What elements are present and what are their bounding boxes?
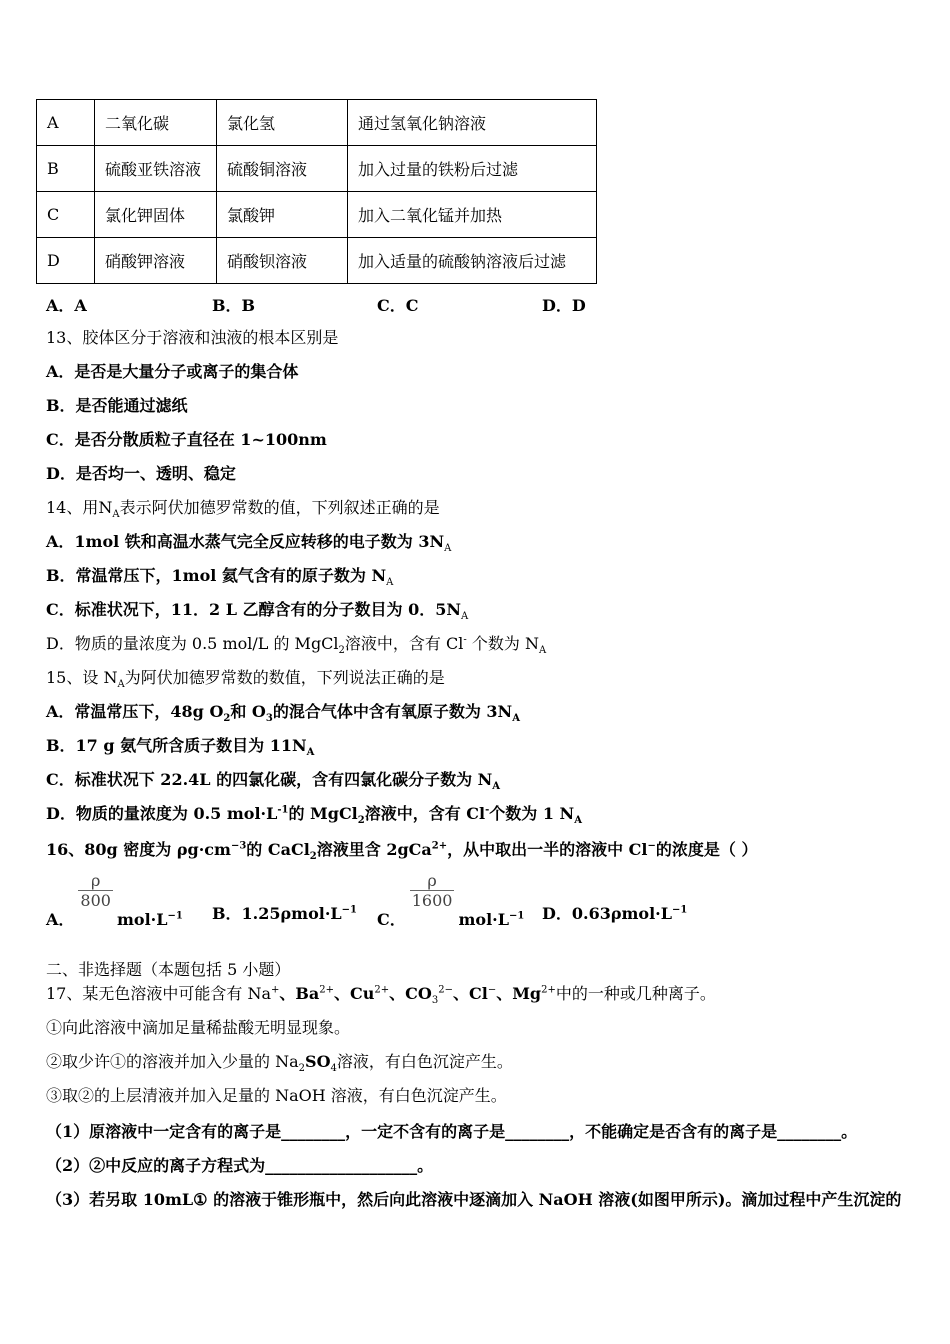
text: 的浓度是（ ） xyxy=(655,840,758,859)
table-cell: D xyxy=(37,238,95,284)
table-cell: 氯酸钾 xyxy=(217,192,348,238)
q15-option-d: D．物质的量浓度为 0.5 $mol\cdot L^{-1}$的 MgCl$_2$溶液中，含有 Cl-个数为 1 $N_A$ xyxy=(46,804,582,827)
table-cell: 硝酸钾溶液 xyxy=(95,238,217,284)
table-cell: 氯化氢 xyxy=(217,100,348,146)
subscript: A xyxy=(112,509,120,521)
q13-option-c: C．是否分散质粒子直径在 1~100nm xyxy=(46,430,327,449)
table-cell: 氯化钾固体 xyxy=(95,192,217,238)
table-cell: 加入过量的铁粉后过滤 xyxy=(348,146,597,192)
q17-part-2: （2）②中反应的离子方程式为___________________。 xyxy=(46,1156,434,1175)
numerator: ρ xyxy=(427,871,437,890)
text: A．常温常压下，48g O xyxy=(46,702,224,721)
superscript: + xyxy=(271,984,280,996)
superscript: − xyxy=(487,984,497,996)
table-cell: A xyxy=(37,100,95,146)
text: D．0.63ρmol·L xyxy=(542,904,672,923)
q13-option-d: D．是否均一、透明、稳定 xyxy=(46,464,236,483)
q17-step-1: ①向此溶液中滴加足量稀盐酸无明显现象。 xyxy=(46,1018,351,1037)
text: 溶液，有白色沉淀产生。 xyxy=(336,1052,513,1071)
text: C． xyxy=(377,910,406,929)
text: ②取少许①的溶液并加入少量的 Na xyxy=(46,1052,299,1071)
text: SO xyxy=(305,1052,331,1071)
table-cell: 二氧化碳 xyxy=(95,100,217,146)
q15-option-a: A．常温常压下，48g $O_2$和 $O_3$的混合气体中含有氧原子数为 $3N_A$ xyxy=(46,702,520,725)
q14-option-d: D．物质的量浓度为 0.5 mol/L 的 MgCl$_2$溶液中，含有 Cl- 个数为 $N_A$ xyxy=(46,634,547,657)
text: 、Cu xyxy=(334,984,375,1003)
text: 的 MgCl xyxy=(288,804,358,823)
text: 、Ba xyxy=(279,984,320,1003)
choice-c: C．C xyxy=(377,296,419,315)
table-cell: 通过氢氧化钠溶液 xyxy=(348,100,597,146)
section-heading: 二、非选择题（本题包括 5 小题） xyxy=(46,960,291,979)
superscript: 2+ xyxy=(431,840,448,852)
subscript: 2 xyxy=(338,645,345,657)
table-cell: 加入适量的硫酸钠溶液后过滤 xyxy=(348,238,597,284)
table-row xyxy=(37,192,597,238)
fraction xyxy=(410,872,455,911)
superscript: - xyxy=(485,804,490,816)
q17-stem xyxy=(46,983,716,1005)
text: 中的一种或几种离子。 xyxy=(555,984,716,1003)
text: 15、设 N xyxy=(46,668,118,687)
superscript: −1 xyxy=(341,904,357,916)
choice-a: A．A xyxy=(46,296,87,315)
q16-choice-b xyxy=(212,901,357,924)
text: 溶液里含 2gCa xyxy=(316,840,432,859)
choice-b: B．B xyxy=(212,296,256,315)
table-cell: C xyxy=(37,192,95,238)
q13-option-b: B．是否能通过滤纸 xyxy=(46,396,188,415)
q16-choice-d xyxy=(542,901,687,924)
q17-part-3: （3）若另取 10mL① 的溶液于锥形瓶中，然后向此溶液中逐滴加入 NaOH 溶液(如图甲所示)。滴加过程中产生沉淀的 xyxy=(46,1190,902,1209)
text: D．物质的量浓度为 0.5 mol·L xyxy=(46,804,278,823)
text: ，从中取出一半的溶液中 Cl xyxy=(447,840,648,859)
text: 17、某无色溶液中可能含有 Na xyxy=(46,984,271,1003)
text: B．1.25ρmol·L xyxy=(212,904,342,923)
superscript: 2+ xyxy=(374,984,390,996)
table-cell: 硝酸钡溶液 xyxy=(217,238,348,284)
fraction xyxy=(78,872,113,911)
superscript: - xyxy=(463,634,467,646)
q17-part-1: （1）原溶液中一定含有的离子是________，一定不含有的离子是________，不能确定是否含有的离子是________。 xyxy=(46,1122,858,1141)
q14-stem xyxy=(46,497,440,519)
text: N xyxy=(98,498,113,517)
text: 个数为 N xyxy=(466,634,539,653)
subscript: 3 xyxy=(431,995,439,1007)
q15-option-b: B．17 g 氨气所含质子数目为 $11N_A$ xyxy=(46,736,315,759)
table-cell: 加入二氧化锰并加热 xyxy=(348,192,597,238)
q14-option-b: B．常温常压下，1mol 氦气含有的原子数为 $N_A$ xyxy=(46,566,394,589)
numerator: ρ xyxy=(90,871,101,890)
text: 、Cl xyxy=(452,984,488,1003)
denominator: 1600 xyxy=(411,891,453,910)
superscript: −1 xyxy=(508,910,525,922)
text: mol·L xyxy=(116,910,168,929)
text: C．标准状况下 22.4L 的四氯化碳，含有四氯化碳分子数为 N xyxy=(46,770,493,789)
q15-stem: 15、设 $N_A$为阿伏加德罗常数的数值，下列说法正确的是 xyxy=(46,668,445,691)
text: 、Mg xyxy=(496,984,542,1003)
text: C．标准状况下，11．2 L 乙醇含有的分子数目为 0．5N xyxy=(46,600,461,619)
text: 和 O xyxy=(230,702,266,721)
text: mol·L xyxy=(458,910,509,929)
superscript: − xyxy=(647,840,656,852)
text: 的 CaCl xyxy=(246,840,310,859)
text: 为阿伏加德罗常数的数值，下列说法正确的是 xyxy=(124,668,445,687)
superscript: -1 xyxy=(277,804,289,816)
q16-stem: 16、80g 密度为 $\rho g\cdot cm^{-3}$的 CaCl$_2$溶液里含 2gCa$^{2+}$，从中取出一半的溶液中 Cl−的浓度是（ ） xyxy=(46,840,758,863)
text: B．17 g 氨气所含质子数目为 11N xyxy=(46,736,307,755)
q14-option-c: C．标准状况下，11．2 L 乙醇含有的分子数目为 0．$5N_A$ xyxy=(46,600,469,623)
superscript: 2+ xyxy=(319,984,335,996)
text: B．常温常压下，1mol 氦气含有的原子数为 N xyxy=(46,566,387,585)
q13-stem: 13、胶体区分于溶液和浊液的根本区别是 xyxy=(46,328,339,347)
superscript: 2− xyxy=(438,984,453,996)
text: A． xyxy=(46,910,75,929)
text: 16、80g 密度为 ρg·cm xyxy=(46,840,231,859)
superscript: −3 xyxy=(230,840,247,852)
table-cell: 硫酸铜溶液 xyxy=(217,146,348,192)
text: 的混合气体中含有氧原子数为 3N xyxy=(272,702,513,721)
q17-step-2: ②取少许①的溶液并加入少量的 $Na_2SO_4$溶液，有白色沉淀产生。 xyxy=(46,1052,513,1075)
table-row xyxy=(37,238,597,284)
text: 表示阿伏加德罗常数的值，下列叙述正确的是 xyxy=(119,498,440,517)
superscript: 2+ xyxy=(541,984,556,996)
text: D．物质的量浓度为 0.5 mol/L 的 MgCl xyxy=(46,634,339,653)
text: A．1mol 铁和高温水蒸气完全反应转移的电子数为 3N xyxy=(46,532,445,551)
q17-step-3: ③取②的上层清液并加入足量的 NaOH 溶液，有白色沉淀产生。 xyxy=(46,1086,507,1105)
text: 14、用 xyxy=(46,498,99,517)
table-row xyxy=(37,100,597,146)
superscript: −1 xyxy=(167,910,183,922)
table-cell: 硫酸亚铁溶液 xyxy=(95,146,217,192)
choice-d: D．D xyxy=(542,296,586,315)
denominator: 800 xyxy=(80,891,111,910)
q14-option-a: A．1mol 铁和高温水蒸气完全反应转移的电子数为 $3N_A$ xyxy=(46,532,452,555)
text: 个数为 1 N xyxy=(489,804,575,823)
text: 溶液中，含有 Cl xyxy=(344,634,464,653)
table-cell: B xyxy=(37,146,95,192)
superscript: −1 xyxy=(672,904,688,916)
table-row xyxy=(37,146,597,192)
q13-option-a: A．是否是大量分子或离子的集合体 xyxy=(46,362,299,381)
q15-option-c: C．标准状况下 22.4L 的四氯化碳，含有四氯化碳分子数为 $N_A$ xyxy=(46,770,501,793)
options-table xyxy=(36,99,597,284)
text: 溶液中，含有 Cl xyxy=(364,804,486,823)
text: 、CO xyxy=(389,984,432,1003)
